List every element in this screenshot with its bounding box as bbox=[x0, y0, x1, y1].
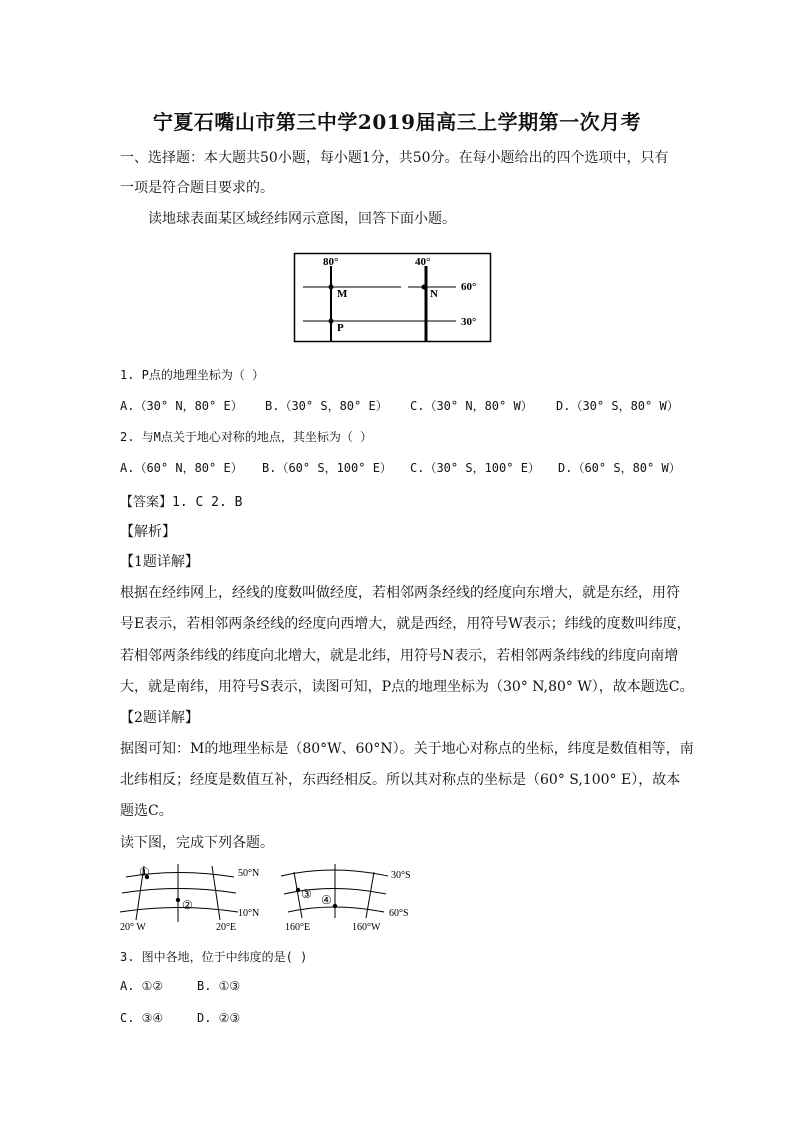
label-lat-60: 60° bbox=[461, 281, 477, 293]
mark-4: ④ bbox=[321, 893, 332, 907]
graticule-figure-2 bbox=[118, 860, 428, 932]
analysis-header: 【解析】 bbox=[120, 524, 176, 540]
answer-line: 【答案】1. C 2. B bbox=[120, 495, 243, 510]
label-lat-50n: 50°N bbox=[238, 868, 260, 879]
point-4-marker bbox=[333, 904, 337, 908]
detail1-line: 根据在经纬网上，经线的度数叫做经度，若相邻两条经线的经度向东增大，就是东经，用符 bbox=[120, 585, 680, 601]
q3-stem: 3. 图中各地，位于中纬度的是( ) bbox=[120, 950, 308, 964]
q2-stem: 2. 与M点关于地心对称的地点，其坐标为（ ） bbox=[120, 430, 373, 444]
figure1-intro: 读地球表面某区域经纬网示意图，回答下面小题。 bbox=[148, 211, 456, 227]
detail2-header: 【2题详解】 bbox=[120, 710, 199, 726]
q3-option-d[interactable]: D. ②③ bbox=[197, 1011, 241, 1025]
point-m-marker bbox=[329, 285, 334, 290]
q1-option-a[interactable]: A.（30° N，80° E） bbox=[120, 399, 243, 413]
point-p-marker bbox=[329, 319, 334, 324]
label-point-p: P bbox=[337, 322, 344, 334]
section-instructions-line2: 一项是符合题目要求的。 bbox=[120, 180, 274, 196]
q1-stem: 1. P点的地理坐标为（ ） bbox=[120, 368, 265, 382]
detail2-line: 据图可知：M的地理坐标是（80°W、60°N）。关于地心对称点的坐标，纬度是数值相等，南 bbox=[120, 741, 694, 757]
label-lon-160w: 160°W bbox=[352, 922, 381, 932]
q2-option-d[interactable]: D.（60° S，80° W） bbox=[558, 461, 681, 475]
graticule-right-panel bbox=[281, 864, 411, 932]
mark-1: ① bbox=[139, 865, 150, 879]
q1-option-b[interactable]: B.（30° S，80° E） bbox=[265, 399, 388, 413]
figure2-intro: 读下图，完成下列各题。 bbox=[120, 835, 274, 851]
detail2-line: 北纬相反；经度是数值互补，东西经相反。所以其对称点的坐标是（60° S,100° E），故本 bbox=[120, 772, 681, 788]
detail1-line: 大，就是南纬，用符号S表示，读图可知，P点的地理坐标为（30° N,80° W），故本题选C。 bbox=[120, 679, 694, 695]
detail1-line: 若相邻两条纬线的纬度向北增大，就是北纬，用符号N表示，若相邻两条纬线的纬度向南增 bbox=[120, 648, 679, 664]
label-lon-40: 40° bbox=[415, 256, 431, 268]
label-point-m: M bbox=[337, 288, 348, 300]
detail1-line: 号E表示，若相邻两条经线的经度向西增大，就是西经，用符号W表示；纬线的度数叫纬度， bbox=[120, 616, 691, 632]
label-point-n: N bbox=[430, 288, 438, 300]
label-lon-20w: 20° W bbox=[120, 922, 146, 932]
label-lat-30s: 30°S bbox=[391, 870, 411, 881]
q3-option-c[interactable]: C. ③④ bbox=[120, 1011, 164, 1025]
q3-option-a[interactable]: A. ①② bbox=[120, 979, 164, 993]
q1-option-c[interactable]: C.（30° N，80° W） bbox=[410, 399, 533, 413]
label-lon-80: 80° bbox=[323, 256, 339, 268]
point-3-marker bbox=[296, 888, 300, 892]
label-lat-10n: 10°N bbox=[238, 908, 260, 919]
detail1-header: 【1题详解】 bbox=[120, 554, 199, 570]
q1-option-d[interactable]: D.（30° S，80° W） bbox=[556, 399, 679, 413]
mark-2: ② bbox=[182, 898, 193, 912]
graticule-left-panel bbox=[120, 864, 259, 932]
q2-option-a[interactable]: A.（60° N，80° E） bbox=[120, 461, 243, 475]
label-lon-160e: 160°E bbox=[285, 922, 311, 932]
point-n-marker bbox=[422, 285, 427, 290]
label-lat-60s: 60°S bbox=[389, 908, 409, 919]
label-lat-30: 30° bbox=[461, 316, 477, 328]
q3-option-b[interactable]: B. ①③ bbox=[197, 979, 241, 993]
q2-option-b[interactable]: B.（60° S，100° E） bbox=[262, 461, 392, 475]
graticule-figure-1 bbox=[293, 252, 493, 344]
q2-option-c[interactable]: C.（30° S，100° E） bbox=[410, 461, 540, 475]
label-lon-20e: 20°E bbox=[216, 922, 237, 932]
detail2-line: 题选C。 bbox=[120, 803, 173, 819]
mark-3: ③ bbox=[301, 887, 312, 901]
point-2-marker bbox=[176, 898, 180, 902]
section-instructions-line1: 一、选择题：本大题共50小题，每小题1分，共50分。在每小题给出的四个选项中，只有 bbox=[120, 150, 669, 166]
page-title: 宁夏石嘴山市第三中学2019届高三上学期第一次月考 bbox=[152, 110, 642, 134]
